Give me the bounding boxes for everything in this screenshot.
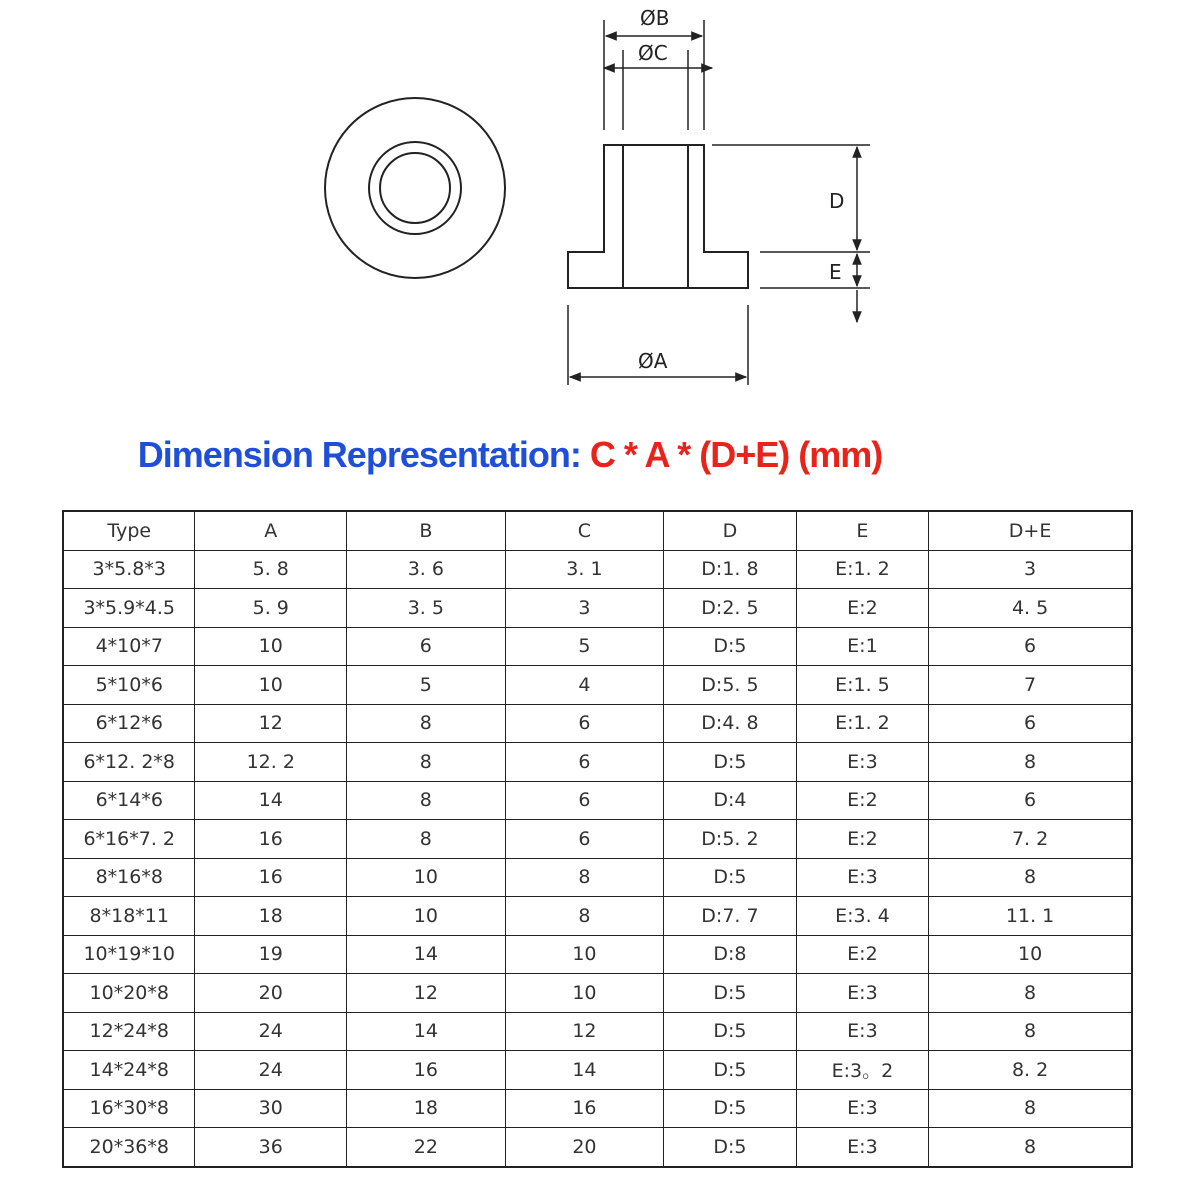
cell-type: 20*36*8 bbox=[63, 1128, 195, 1167]
cell-b: 8 bbox=[347, 820, 506, 859]
cell-c: 4 bbox=[505, 666, 664, 705]
cell-d: D:5 bbox=[664, 858, 796, 897]
cell-c: 3. 1 bbox=[505, 550, 664, 589]
cell-type: 10*19*10 bbox=[63, 935, 195, 974]
cell-a: 19 bbox=[195, 935, 347, 974]
cell-d: D:4 bbox=[664, 781, 796, 820]
cell-d-plus-e: 10 bbox=[929, 935, 1132, 974]
cell-type: 6*14*6 bbox=[63, 781, 195, 820]
table-row bbox=[63, 743, 1132, 782]
cell-e: E:1 bbox=[796, 627, 928, 666]
cell-e: E:1. 5 bbox=[796, 666, 928, 705]
cell-d: D:5 bbox=[664, 1012, 796, 1051]
cell-d-plus-e: 8 bbox=[929, 1128, 1132, 1167]
cell-type: 8*18*11 bbox=[63, 897, 195, 936]
cell-d: D:5 bbox=[664, 627, 796, 666]
header-type: Type bbox=[63, 511, 195, 550]
dimension-table bbox=[62, 510, 1133, 1168]
cell-type: 4*10*7 bbox=[63, 627, 195, 666]
cell-b: 6 bbox=[347, 627, 506, 666]
cell-d-plus-e: 8 bbox=[929, 1012, 1132, 1051]
cell-e: E:3 bbox=[796, 974, 928, 1013]
cell-d-plus-e: 4. 5 bbox=[929, 589, 1132, 628]
bushing-outline bbox=[568, 145, 748, 288]
cell-c: 10 bbox=[505, 974, 664, 1013]
cell-type: 8*16*8 bbox=[63, 858, 195, 897]
header-d: D bbox=[664, 511, 796, 550]
cell-type: 16*30*8 bbox=[63, 1089, 195, 1128]
cell-type: 6*12*6 bbox=[63, 704, 195, 743]
table-header-row bbox=[63, 511, 1132, 550]
cell-e: E:3 bbox=[796, 1012, 928, 1051]
cell-type: 5*10*6 bbox=[63, 666, 195, 705]
header-b: B bbox=[347, 511, 506, 550]
side-view bbox=[568, 145, 748, 288]
cell-b: 14 bbox=[347, 1012, 506, 1051]
cell-e: E:1. 2 bbox=[796, 550, 928, 589]
cell-b: 22 bbox=[347, 1128, 506, 1167]
table-row bbox=[63, 1128, 1132, 1167]
cell-e: E:1. 2 bbox=[796, 704, 928, 743]
cell-c: 6 bbox=[505, 820, 664, 859]
cell-b: 8 bbox=[347, 704, 506, 743]
header-d-plus-e: D+E bbox=[929, 511, 1132, 550]
table-row bbox=[63, 1051, 1132, 1090]
label-diameter-b: ØB bbox=[640, 6, 670, 30]
cell-d-plus-e: 7. 2 bbox=[929, 820, 1132, 859]
table-row bbox=[63, 781, 1132, 820]
cell-c: 5 bbox=[505, 627, 664, 666]
cell-e: E:2 bbox=[796, 935, 928, 974]
cell-a: 30 bbox=[195, 1089, 347, 1128]
cell-c: 6 bbox=[505, 704, 664, 743]
title-prefix: Dimension Representation: bbox=[137, 434, 590, 475]
cell-b: 16 bbox=[347, 1051, 506, 1090]
cell-type: 12*24*8 bbox=[63, 1012, 195, 1051]
cell-d-plus-e: 6 bbox=[929, 627, 1132, 666]
cell-b: 14 bbox=[347, 935, 506, 974]
table-row bbox=[63, 1089, 1132, 1128]
cell-a: 5. 9 bbox=[195, 589, 347, 628]
table-row bbox=[63, 627, 1132, 666]
outer-body-circle bbox=[369, 142, 461, 234]
cell-d: D:2. 5 bbox=[664, 589, 796, 628]
cell-e: E:2 bbox=[796, 589, 928, 628]
cell-a: 10 bbox=[195, 666, 347, 705]
cell-e: E:3. 4 bbox=[796, 897, 928, 936]
cell-a: 16 bbox=[195, 820, 347, 859]
cell-e: E:3。2 bbox=[796, 1051, 928, 1090]
cell-d-plus-e: 3 bbox=[929, 550, 1132, 589]
table-row bbox=[63, 704, 1132, 743]
cell-d: D:5 bbox=[664, 1128, 796, 1167]
cell-type: 6*12. 2*8 bbox=[63, 743, 195, 782]
cell-d: D:7. 7 bbox=[664, 897, 796, 936]
table-row bbox=[63, 935, 1132, 974]
title-formula: C * A * (D+E) (mm) bbox=[589, 434, 883, 475]
table-row bbox=[63, 550, 1132, 589]
cell-d: D:1. 8 bbox=[664, 550, 796, 589]
header-a: A bbox=[195, 511, 347, 550]
cell-c: 6 bbox=[505, 781, 664, 820]
label-height-d: D bbox=[829, 189, 845, 213]
cell-d-plus-e: 8 bbox=[929, 858, 1132, 897]
cell-d: D:5. 2 bbox=[664, 820, 796, 859]
cell-b: 12 bbox=[347, 974, 506, 1013]
cell-c: 12 bbox=[505, 1012, 664, 1051]
cell-b: 10 bbox=[347, 897, 506, 936]
cell-e: E:3 bbox=[796, 743, 928, 782]
table-body bbox=[63, 550, 1132, 1167]
cell-type: 14*24*8 bbox=[63, 1051, 195, 1090]
cell-c: 3 bbox=[505, 589, 664, 628]
cell-a: 24 bbox=[195, 1051, 347, 1090]
table-row bbox=[63, 858, 1132, 897]
cell-type: 6*16*7. 2 bbox=[63, 820, 195, 859]
cell-a: 24 bbox=[195, 1012, 347, 1051]
header-c: C bbox=[505, 511, 664, 550]
cell-c: 20 bbox=[505, 1128, 664, 1167]
outer-flange-circle bbox=[325, 98, 505, 278]
cell-b: 8 bbox=[347, 781, 506, 820]
technical-drawing bbox=[0, 0, 1200, 420]
table-row bbox=[63, 897, 1132, 936]
cell-a: 16 bbox=[195, 858, 347, 897]
cell-d: D:5 bbox=[664, 974, 796, 1013]
cell-c: 8 bbox=[505, 858, 664, 897]
cell-d-plus-e: 6 bbox=[929, 704, 1132, 743]
cell-d-plus-e: 8 bbox=[929, 1089, 1132, 1128]
cell-c: 6 bbox=[505, 743, 664, 782]
dimension-lines bbox=[568, 20, 870, 385]
dimension-representation-title bbox=[0, 420, 1020, 490]
label-height-e: E bbox=[829, 260, 842, 284]
cell-type: 10*20*8 bbox=[63, 974, 195, 1013]
cell-e: E:2 bbox=[796, 781, 928, 820]
cell-d: D:8 bbox=[664, 935, 796, 974]
cell-a: 5. 8 bbox=[195, 550, 347, 589]
cell-d: D:5 bbox=[664, 743, 796, 782]
cell-c: 8 bbox=[505, 897, 664, 936]
cell-d-plus-e: 7 bbox=[929, 666, 1132, 705]
cell-e: E:2 bbox=[796, 820, 928, 859]
cell-d: D:5 bbox=[664, 1051, 796, 1090]
cell-d-plus-e: 8 bbox=[929, 743, 1132, 782]
cell-a: 20 bbox=[195, 974, 347, 1013]
cell-d-plus-e: 8. 2 bbox=[929, 1051, 1132, 1090]
cell-a: 36 bbox=[195, 1128, 347, 1167]
cell-a: 10 bbox=[195, 627, 347, 666]
cell-type: 3*5.8*3 bbox=[63, 550, 195, 589]
header-e: E bbox=[796, 511, 928, 550]
cell-c: 16 bbox=[505, 1089, 664, 1128]
cell-d: D:4. 8 bbox=[664, 704, 796, 743]
cell-e: E:3 bbox=[796, 858, 928, 897]
cell-e: E:3 bbox=[796, 1128, 928, 1167]
cell-c: 14 bbox=[505, 1051, 664, 1090]
cell-d-plus-e: 8 bbox=[929, 974, 1132, 1013]
table-row bbox=[63, 666, 1132, 705]
cell-a: 14 bbox=[195, 781, 347, 820]
cell-b: 3. 6 bbox=[347, 550, 506, 589]
cell-b: 3. 5 bbox=[347, 589, 506, 628]
label-diameter-c: ØC bbox=[638, 41, 668, 65]
cell-a: 18 bbox=[195, 897, 347, 936]
cell-b: 18 bbox=[347, 1089, 506, 1128]
inner-hole-circle bbox=[380, 153, 450, 223]
cell-d: D:5 bbox=[664, 1089, 796, 1128]
label-diameter-a: ØA bbox=[638, 349, 668, 373]
top-view bbox=[325, 98, 505, 278]
cell-type: 3*5.9*4.5 bbox=[63, 589, 195, 628]
cell-c: 10 bbox=[505, 935, 664, 974]
cell-b: 10 bbox=[347, 858, 506, 897]
cell-b: 5 bbox=[347, 666, 506, 705]
table-row bbox=[63, 1012, 1132, 1051]
table-row bbox=[63, 820, 1132, 859]
cell-a: 12 bbox=[195, 704, 347, 743]
cell-a: 12. 2 bbox=[195, 743, 347, 782]
cell-d-plus-e: 6 bbox=[929, 781, 1132, 820]
cell-d-plus-e: 11. 1 bbox=[929, 897, 1132, 936]
cell-e: E:3 bbox=[796, 1089, 928, 1128]
cell-d: D:5. 5 bbox=[664, 666, 796, 705]
table-row bbox=[63, 974, 1132, 1013]
table-row bbox=[63, 589, 1132, 628]
cell-b: 8 bbox=[347, 743, 506, 782]
